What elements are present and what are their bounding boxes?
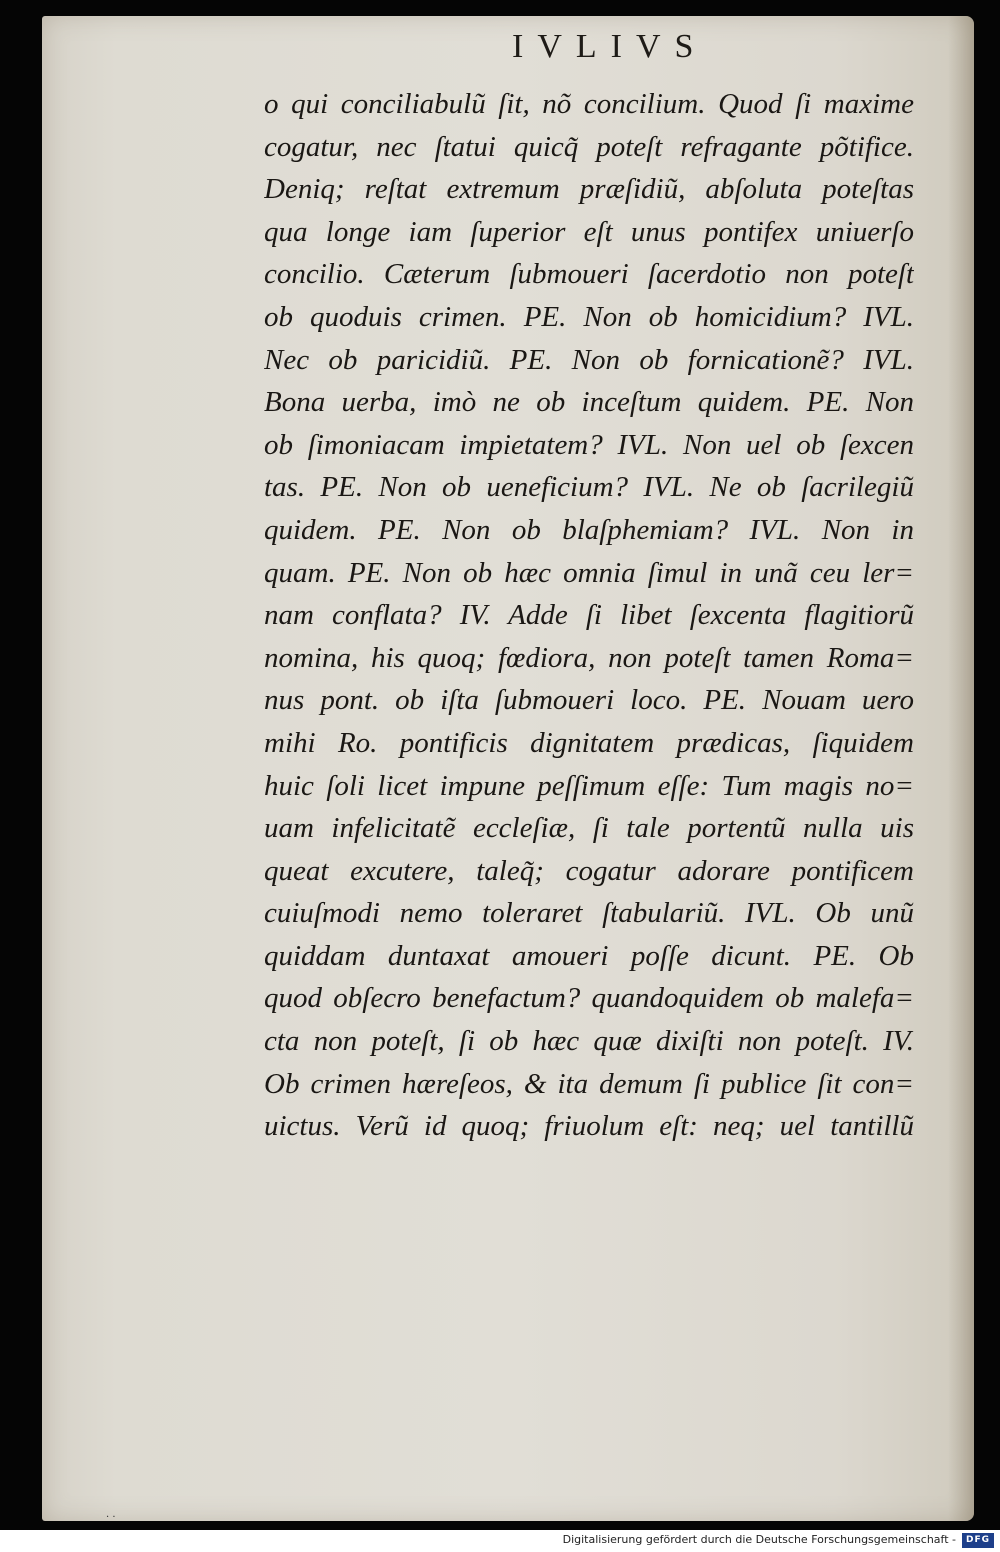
text-line: quam. PE. Non ob hæc omnia ſimul in unã ceu ler= xyxy=(264,556,914,589)
text-line: ob quoduis crimen. PE. Non ob homicidium? IVL. xyxy=(264,300,914,333)
text-line: Nec ob paricidiũ. PE. Non ob fornicationẽ? IVL. xyxy=(264,343,914,376)
text-line: nomina, his quoq; fœdiora, non poteſt tamen Roma= xyxy=(264,641,914,674)
text-line: quiddam duntaxat amoueri poſſe dicunt. PE. Ob xyxy=(264,939,914,972)
text-line: cta non poteſt, ſi ob hæc quæ dixiſti non poteſt. IV. xyxy=(264,1025,914,1058)
text-line: queat excutere, taleq̃; cogatur adorare pontificem xyxy=(264,854,914,887)
text-line: Deniq; reſtat extremum præſidiũ, abſoluta poteſtas xyxy=(264,173,914,206)
text-line: quod obſecro benefactum? quandoquidem ob malefa= xyxy=(264,982,914,1015)
text-line: concilio. Cæterum ſubmoueri ſacerdotio non poteſt xyxy=(264,258,914,291)
text-line: uictus. Verũ id quoq; friuolum eſt: neq; uel tantillũ xyxy=(264,1110,914,1143)
text-line: cuiuſmodi nemo toleraret ſtabulariũ. IVL. Ob unũ xyxy=(264,897,914,930)
text-line: ob ſimoniacam impietatem? IVL. Non uel ob ſexcen xyxy=(264,428,914,461)
page-edge-shadow xyxy=(948,16,974,1521)
book-page xyxy=(42,16,974,1521)
text-line: uam infelicitatẽ eccleſiæ, ſi tale portentũ nulla uis xyxy=(264,812,914,845)
running-head: IVLIVS xyxy=(512,28,708,65)
text-block xyxy=(264,83,914,1148)
text-line: tas. PE. Non ob ueneficium? IVL. Ne ob ſacrilegiũ xyxy=(264,471,914,504)
text-line: cogatur, nec ſtatui quicq̃ poteſt refragante põtifice. xyxy=(264,130,914,163)
text-line: o qui conciliabulũ ſit, nõ concilium. Quod ſi maxime xyxy=(264,88,914,120)
text-line: huic ſoli licet impune peſſimum eſſe: Tum magis no= xyxy=(264,769,914,802)
text-line: nam conflata? IV. Adde ſi libet ſexcenta flagitiorũ xyxy=(264,599,914,632)
text-line: qua longe iam ſuperior eſt unus pontifex uniuerſo xyxy=(264,215,914,248)
footer-credit: Digitalisierung gefördert durch die Deutsche Forschungsgemeinschaft - xyxy=(562,1533,956,1546)
digitization-footer xyxy=(0,1530,1000,1552)
text-line: nus pont. ob iſta ſubmoueri loco. PE. Nouam uero xyxy=(264,684,914,717)
dfg-logo-icon: DFG xyxy=(962,1533,994,1548)
text-line: Ob crimen hæreſeos, & ita demum ſi publice ſit con= xyxy=(264,1067,914,1100)
text-line: Bona uerba, imò ne ob inceſtum quidem. PE. Non xyxy=(264,386,914,419)
text-line: quidem. PE. Non ob blaſphemiam? IVL. Non in xyxy=(264,513,914,546)
paper-specks: · · xyxy=(106,1512,116,1523)
text-line: mihi Ro. pontificis dignitatem prædicas, ſiquidem xyxy=(264,726,914,759)
